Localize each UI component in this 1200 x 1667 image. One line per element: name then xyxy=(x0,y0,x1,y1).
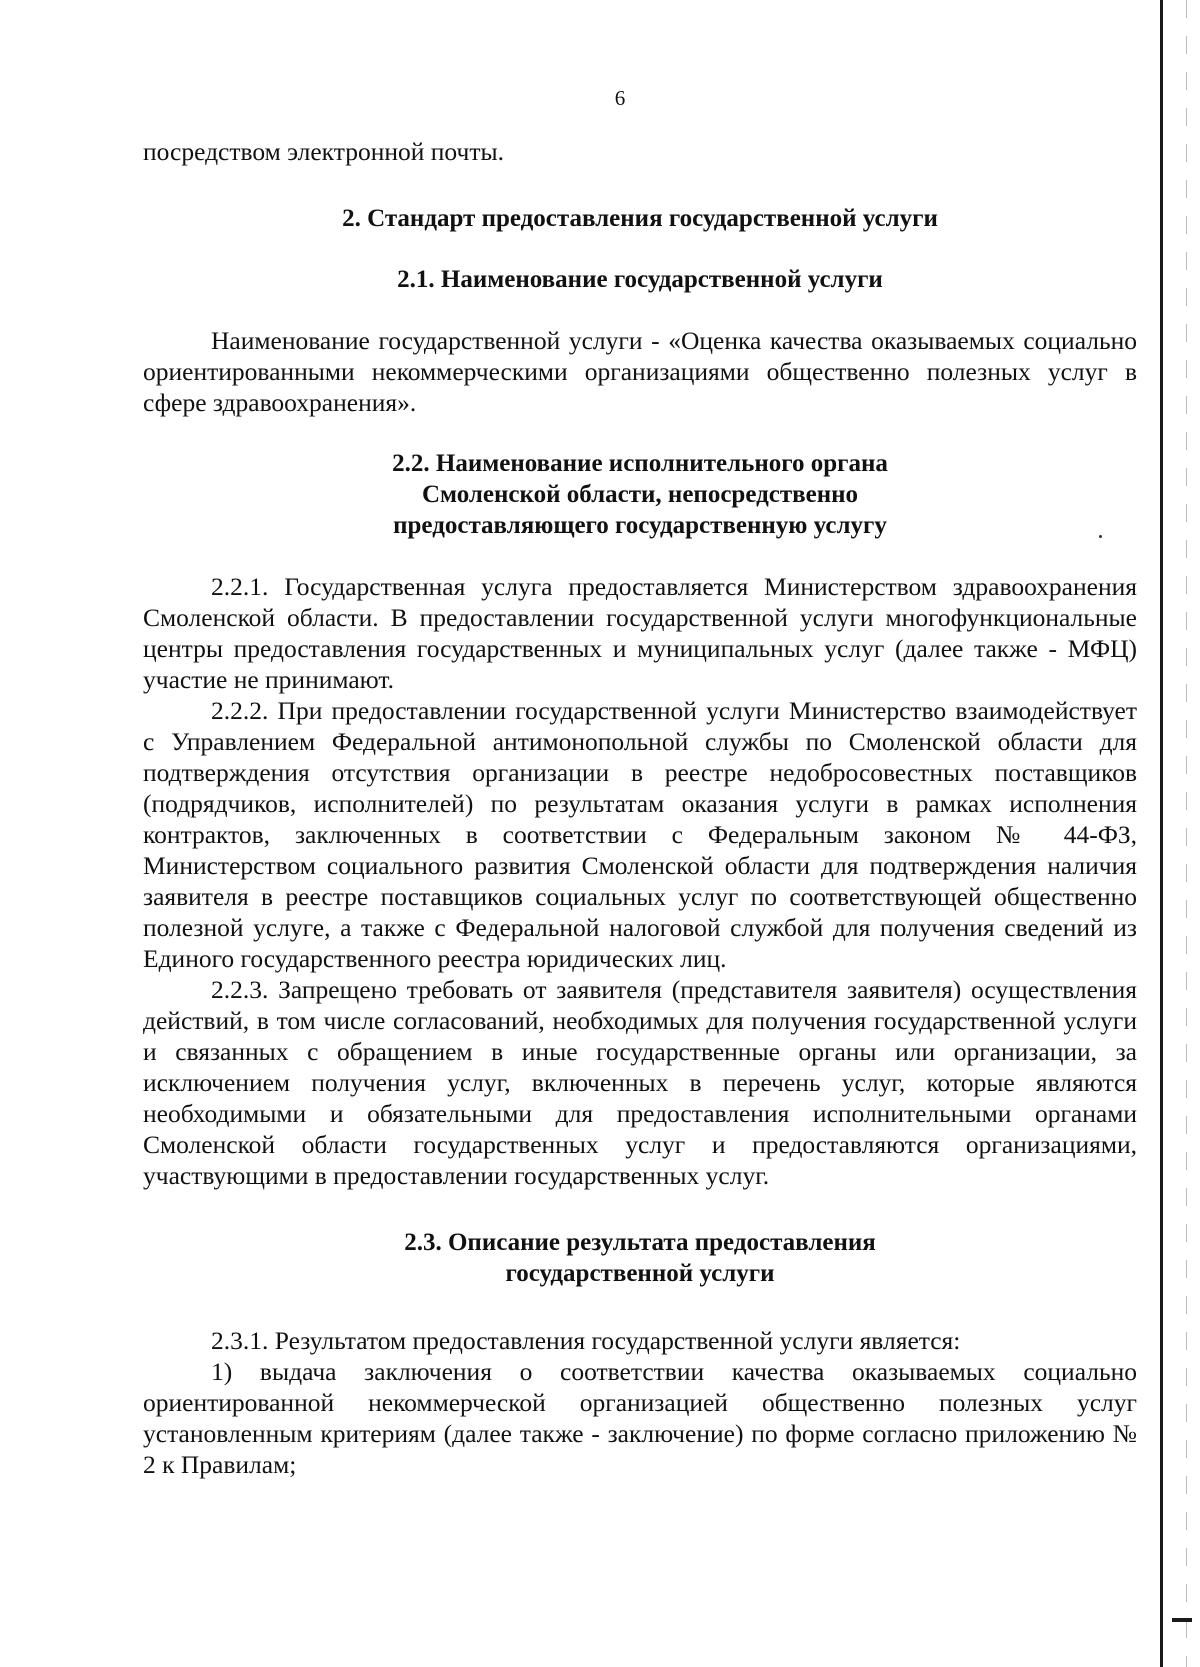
section-2-heading: 2. Стандарт предоставления государственной услуги xyxy=(342,205,938,232)
scan-edge-dashes xyxy=(1186,0,1187,1667)
scan-edge-mark xyxy=(1172,1618,1192,1622)
page-number: 6 xyxy=(614,86,626,110)
scan-dot xyxy=(1099,535,1102,538)
paragraph-2-3-1-item-1: 1) выдача заключения о соответствии качества оказываемых социально ориентированной некоммерческой организацией общественно полезных услуг установленным критериям (далее также - заключение) по форме согласно приложению № 2 к Правилам; xyxy=(143,1357,1137,1479)
section-2-2-heading-line-3: предоставляющего государственную услугу xyxy=(393,512,887,539)
section-2-3-heading-line-1: 2.3. Описание результата предоставления xyxy=(404,1229,876,1256)
section-2-2-heading-line-2: Смоленской области, непосредственно xyxy=(421,481,859,508)
section-2-3-heading-line-2: государственной услуги xyxy=(505,1260,775,1287)
scan-edge-line xyxy=(1160,0,1163,1667)
paragraph-2-3-1: 2.3.1. Результатом предоставления государственной услуги является: xyxy=(211,1326,961,1355)
section-2-1-text: Наименование государственной услуги - «Оценка качества оказываемых социально ориентированными некоммерческими организациями общественно полезных услуг в сфере здравоохранения». xyxy=(143,326,1137,417)
section-2-2-heading-line-1: 2.2. Наименование исполнительного органа xyxy=(392,450,888,477)
intro-tail-text: посредством электронной почты. xyxy=(143,137,504,166)
section-2-1-heading: 2.1. Наименование государственной услуги xyxy=(397,266,883,293)
paragraph-2-2-2: 2.2.2. При предоставлении государственной услуги Министерство взаимодействует с Управлением Федеральной антимонопольной службы по Смоленской области для подтверждения отсутствия организации в реестре недобросовестных поставщиков (подрядчиков, исполнителей) по результатам оказания услуги в рамках исполнения контрактов, заключенных в соответствии с Федеральным законом № 44-ФЗ, Министерством социального развития Смоленской области для подтверждения наличия заявителя в реестре поставщиков социальных услуг по соответствующей общественно полезной услуге, а также с Федеральной налоговой службой для получения сведений из Единого государственного реестра юридических лиц. xyxy=(143,696,1137,973)
paragraph-2-2-1: 2.2.1. Государственная услуга предоставляется Министерством здравоохранения Смоленской области. В предоставлении государственной услуги многофункциональные центры предоставления государственных и муниципальных услуг (далее также - МФЦ) участие не принимают. xyxy=(143,572,1137,694)
paragraph-2-2-3: 2.2.3. Запрещено требовать от заявителя (представителя заявителя) осуществления действий, в том числе согласований, необходимых для получения государственной услуги и связанных с обращением в иные государственные органы или организации, за исключением получения услуг, включенных в перечень услуг, которые являются необходимыми и обязательными для предоставления исполнительными органами Смоленской области государственных услуг и предоставляются организациями, участвующими в предоставлении государственных услуг. xyxy=(143,975,1137,1190)
document-body xyxy=(143,136,1137,1480)
